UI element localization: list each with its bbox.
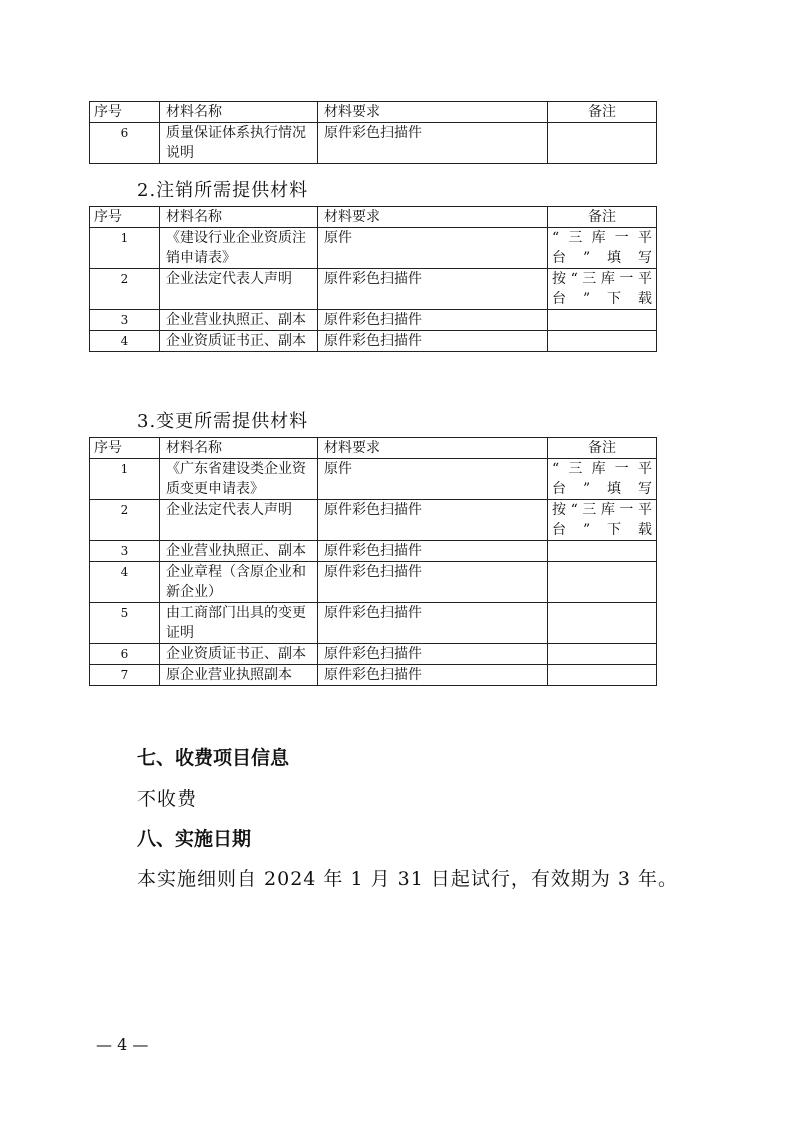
cell-seq: 3 [90,310,160,331]
cell-req: 原件彩色扫描件 [318,331,548,352]
page-number: — 4 — [96,1035,149,1054]
note-line-1: “三库一平 [552,230,652,246]
cell-req: 原件彩色扫描件 [318,269,548,310]
cell-seq: 5 [90,603,160,644]
cell-req: 原件彩色扫描件 [318,562,548,603]
note-line-2: 台”填写 [552,250,652,266]
table-header-row [90,207,657,228]
section-heading-fees: 七、收费项目信息 [137,747,290,769]
cell-note [548,123,657,164]
header-name: 材料名称 [160,438,318,459]
cell-req: 原件彩色扫描件 [318,500,548,541]
table-row [90,562,657,603]
cell-req: 原件彩色扫描件 [318,541,548,562]
cell-seq: 4 [90,331,160,352]
fees-body: 不收费 [137,788,198,810]
cell-note [548,665,657,686]
cell-name: 企业章程（含原企业和新企业） [160,562,318,603]
table-row [90,644,657,665]
cell-note [548,541,657,562]
cell-seq: 6 [90,644,160,665]
cell-name: 企业营业执照正、副本 [160,541,318,562]
materials-table-continued [89,101,657,164]
section-title-change: 3.变更所需提供材料 [137,411,309,432]
cell-note [548,331,657,352]
cell-name: 《广东省建设类企业资质变更申请表》 [160,459,318,500]
cell-req: 原件彩色扫描件 [318,665,548,686]
cell-req: 原件 [318,459,548,500]
header-name: 材料名称 [160,207,318,228]
cell-note [548,310,657,331]
cell-name: 质量保证体系执行情况说明 [160,123,318,164]
cell-name: 《建设行业企业资质注销申请表》 [160,228,318,269]
cell-req: 原件彩色扫描件 [318,310,548,331]
cell-req: 原件彩色扫描件 [318,644,548,665]
header-note: 备注 [548,102,657,123]
cell-name: 企业资质证书正、副本 [160,331,318,352]
note-line-1: 按“三库一平 [552,502,652,518]
header-note: 备注 [548,438,657,459]
header-name: 材料名称 [160,102,318,123]
cell-name: 企业法定代表人声明 [160,269,318,310]
cell-seq: 7 [90,665,160,686]
cell-note [548,562,657,603]
table-row [90,603,657,644]
cell-note [548,644,657,665]
cell-seq: 2 [90,500,160,541]
header-seq: 序号 [90,438,160,459]
header-req: 材料要求 [318,102,548,123]
table-row [90,331,657,352]
cell-name: 企业营业执照正、副本 [160,310,318,331]
note-line-1: 按“三库一平 [552,271,652,287]
cell-seq: 1 [90,459,160,500]
section-title-cancellation: 2.注销所需提供材料 [137,180,309,201]
cell-req: 原件彩色扫描件 [318,603,548,644]
table-row [90,310,657,331]
cell-name: 由工商部门出具的变更证明 [160,603,318,644]
cell-req: 原件 [318,228,548,269]
effective-date-body: 本实施细则自 2024 年 1 月 31 日起试行，有效期为 3 年。 [137,868,679,890]
cell-name: 企业法定代表人声明 [160,500,318,541]
cell-req: 原件彩色扫描件 [318,123,548,164]
table-row [90,123,657,164]
cell-seq: 3 [90,541,160,562]
header-seq: 序号 [90,102,160,123]
table-row [90,665,657,686]
table-row [90,500,657,541]
cell-seq: 1 [90,228,160,269]
cancellation-materials-table [89,206,657,352]
table-header-row [90,438,657,459]
note-line-2: 台”下载 [552,522,652,538]
note-line-2: 台”填写 [552,481,652,497]
table-header-row [90,102,657,123]
cell-name: 原企业营业执照副本 [160,665,318,686]
header-req: 材料要求 [318,207,548,228]
table-row [90,228,657,269]
note-line-1: “三库一平 [552,461,652,477]
change-materials-table [89,437,657,686]
cell-name: 企业资质证书正、副本 [160,644,318,665]
table-row [90,459,657,500]
cell-note [548,603,657,644]
header-note: 备注 [548,207,657,228]
table-row [90,541,657,562]
section-heading-effective-date: 八、实施日期 [137,828,252,850]
cell-note [548,459,657,500]
cell-seq: 6 [90,123,160,164]
cell-seq: 2 [90,269,160,310]
cell-note [548,269,657,310]
table-row [90,269,657,310]
header-seq: 序号 [90,207,160,228]
cell-seq: 4 [90,562,160,603]
cell-note [548,228,657,269]
note-line-2: 台”下载 [552,291,652,307]
cell-note [548,500,657,541]
header-req: 材料要求 [318,438,548,459]
